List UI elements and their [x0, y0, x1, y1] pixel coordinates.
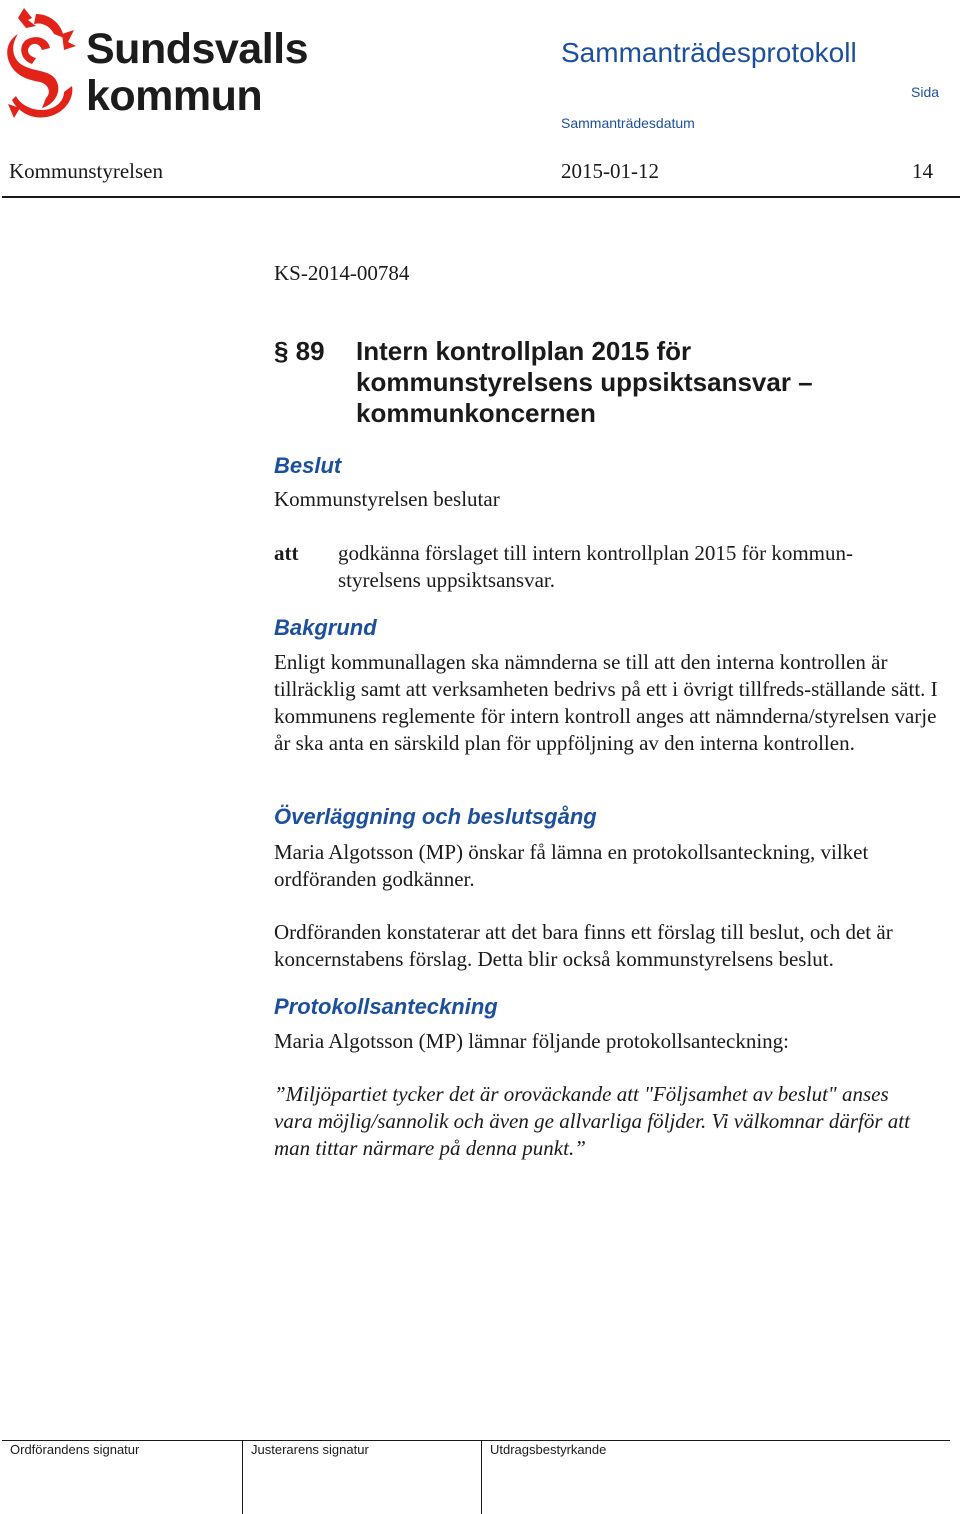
meeting-date-label: Sammanträdesdatum [561, 115, 695, 131]
case-number: KS-2014-00784 [274, 261, 410, 285]
att-label: att [274, 541, 299, 565]
logo-text-kommun: kommun [86, 72, 263, 120]
page-label: Sida [911, 84, 940, 100]
beslut-item: godkänna förslaget till intern kontrollplan 2015 för kommun-styrelsens uppsiktsansvar. [338, 541, 853, 592]
section-title: Intern kontrollplan 2015 för kommunstyrelsens uppsiktsansvar – kommunkoncernen [356, 336, 813, 428]
protokollsanteckning-heading: Protokollsanteckning [274, 994, 498, 1019]
header-divider [2, 196, 960, 198]
document-type: Sammanträdesprotokoll [561, 37, 857, 68]
overlaggning-heading: Överläggning och beslutsgång [274, 804, 597, 829]
organization-name: Kommunstyrelsen [9, 159, 163, 183]
beslut-intro: Kommunstyrelsen beslutar [274, 487, 500, 511]
dragon-emblem-icon [6, 4, 78, 126]
bakgrund-heading: Bakgrund [274, 615, 377, 640]
logo-text-sundsvalls: Sundsvalls [86, 25, 309, 73]
protokollsanteckning-quote: ”Miljöpartiet tycker det är oroväckande att "Följsamhet av beslut" anses vara möjlig/sannolik och även ge allvarliga följder. Vi välkomnar därför att man tittar närmare på denna punkt.” [274, 1082, 910, 1160]
signature-footer [2, 1440, 950, 1514]
meeting-date: 2015-01-12 [561, 159, 659, 183]
sundsvalls-kommun-logo [6, 4, 316, 126]
section-number: § 89 [274, 336, 325, 366]
page-number: 14 [912, 159, 933, 183]
beslut-heading: Beslut [274, 453, 342, 478]
overlaggning-paragraph: Maria Algotsson (MP) önskar få lämna en protokollsanteckning, vilket ordföranden godkänner. [274, 840, 869, 891]
extract-certification-label: Utdragsbestyrkande [490, 1442, 607, 1457]
extract-certification-field [481, 1441, 951, 1514]
adjuster-signature-field [242, 1441, 482, 1514]
protokollsanteckning-intro: Maria Algotsson (MP) lämnar följande protokollsanteckning: [274, 1029, 789, 1053]
adjuster-signature-label: Justerarens signatur [251, 1442, 369, 1457]
chair-signature-field [2, 1441, 242, 1514]
bakgrund-text: Enligt kommunallagen ska nämnderna se till att den interna kontrollen är tillräcklig samt att verksamheten bedrivs på ett i övrigt tillfreds-ställande sätt. I kommunens reglemente för intern kontroll anges att nämnderna/styrelsen varje år ska anta en särskild plan för uppföljning av den interna kontrollen. [274, 650, 938, 755]
chair-signature-label: Ordförandens signatur [10, 1442, 140, 1457]
overlaggning-paragraph: Ordföranden konstaterar att det bara finns ett förslag till beslut, och det är koncernstabens förslag. Detta blir också kommunstyrelsens beslut. [274, 920, 893, 971]
